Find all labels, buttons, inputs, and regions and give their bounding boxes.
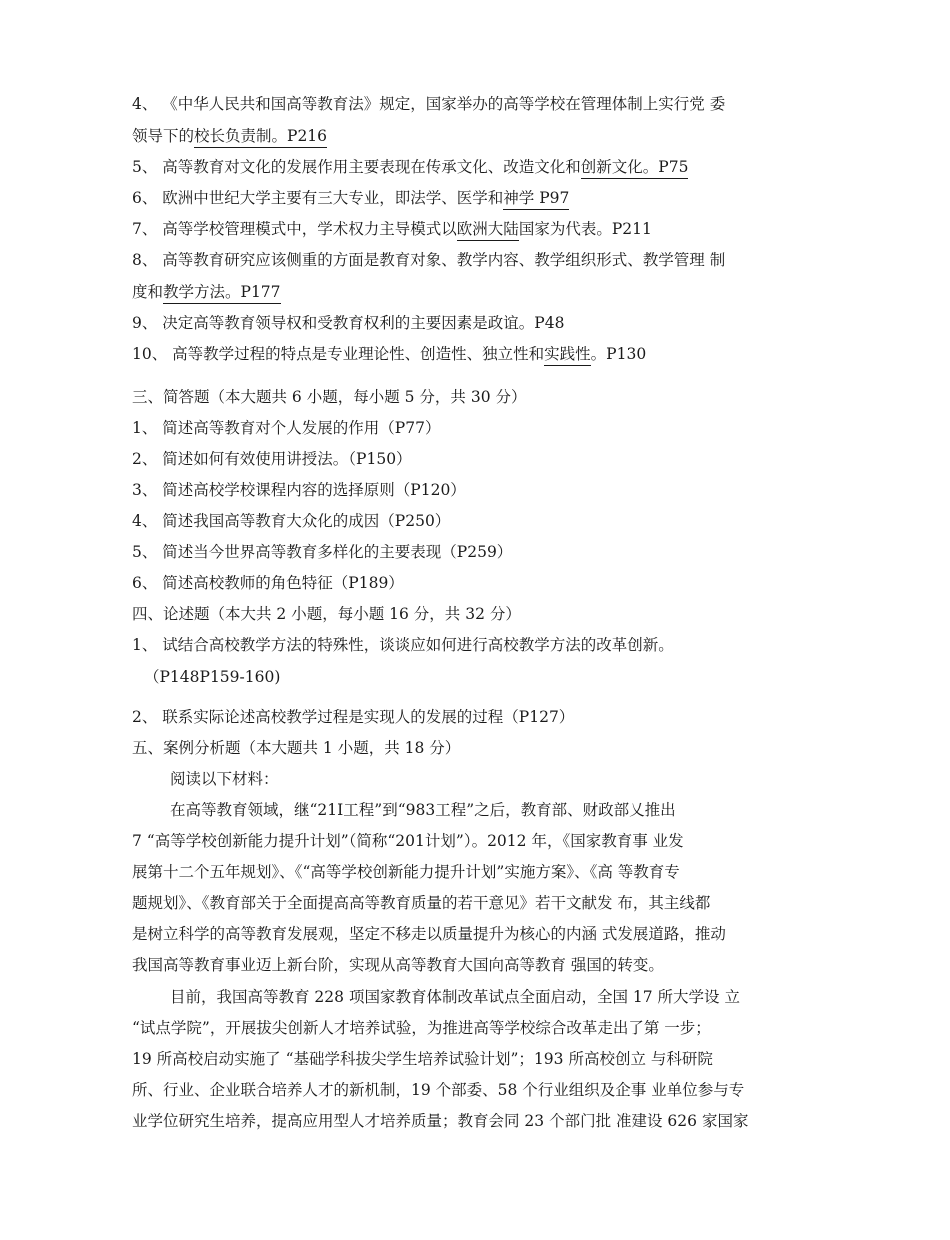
q8-answer: 教学方法。P177	[163, 283, 281, 304]
q7-prefix: 7、 高等学校管理模式中，学术权力主导模式以	[132, 220, 457, 238]
section4-item2: 2、 联系实际论述高校教学过程是实现人的发展的过程（P127）	[132, 708, 575, 726]
q4-line1: 4、 《中华人民共和国高等教育法》规定，国家举办的高等学校在管理体制上实行党 委	[132, 95, 726, 113]
q7-answer: 欧洲大陆	[457, 220, 519, 241]
section4-item1-pages: （P148P159-160)	[144, 668, 281, 686]
q10-answer: 实践性	[544, 345, 591, 366]
q10-suffix: 。P130	[590, 345, 647, 363]
q5-answer: 创新文化。P75	[581, 158, 689, 179]
q4-answer: 校长负责制。P216	[194, 127, 327, 148]
para2-line: “试点学院”，开展拔尖创新人才培养试验，为推进高等学校综合改革走出了第 一步；	[132, 1019, 711, 1037]
q9-line: 9、 决定高等教育领导权和受教育权利的主要因素是政谊。P48	[132, 314, 565, 332]
section3-item: 1、 简述高等教育对个人发展的作用（P77）	[132, 419, 441, 437]
section3-item: 5、 简述当今世界高等教育多样化的主要表现（P259）	[132, 543, 513, 561]
section3-title: 三、简答题（本大题共 6 小题，每小题 5 分，共 30 分）	[132, 388, 527, 406]
para2-line: 业学位研究生培养，提高应用型人才培养质量；教育会同 23 个部门批 准建设 626 家国家	[132, 1112, 749, 1130]
q5-line	[132, 157, 688, 177]
section5-intro: 阅读以下材料：	[170, 770, 279, 788]
q6-answer: 神学 P97	[503, 189, 569, 210]
section3-item: 6、 简述高校教师的角色特征（P189）	[132, 574, 404, 592]
section4-item1: 1、 试结合高校教学方法的特殊性，谈谈应如何进行高校教学方法的改革创新。	[132, 636, 674, 654]
para1-line: 题规划》、《教育部关于全面提高高等教育质量的若干意见》若干文献发 布，其主线都	[132, 894, 711, 912]
para1-line: 在高等教育领域，继“21I工程”到“983工程”之后，教育部、财政部乂推出	[170, 801, 676, 819]
para1-line: 7 “高等学校创新能力提升计划”（简称“201计划”）。2012 年，《国家教育事 业发	[132, 832, 684, 850]
section4-title: 四、论述题（本大共 2 小题，每小题 16 分，共 32 分）	[132, 605, 521, 623]
q4-prefix: 领导下的	[132, 127, 195, 145]
q7-line	[132, 219, 652, 239]
section3-item: 3、 简述高校学校课程内容的选择原则（P120）	[132, 481, 466, 499]
q8-line2	[132, 282, 281, 302]
para2-line: 19 所高校启动实施了 “基础学科拔尖学生培养试验计划”；193 所高校创立 与科研院	[132, 1050, 713, 1068]
para1-line: 我国高等教育事业迈上新台阶，实现从高等教育大国向高等教育 强国的转变。	[132, 956, 664, 974]
q10-prefix: 10、 高等教学过程的特点是专业理论性、创造性、独立性和	[132, 345, 545, 363]
para1-line: 展第十二个五年规划》、《“高等学校创新能力提升计划”实施方案》、《高 等教育专	[132, 863, 680, 881]
q8-line1: 8、 高等教育研究应该侧重的方面是教育对象、教学内容、教学组织形式、教学管理 制	[132, 251, 726, 269]
section3-item: 4、 简述我国高等教育大众化的成因（P250）	[132, 512, 451, 530]
q6-line	[132, 188, 569, 208]
q8-prefix: 度和	[132, 283, 164, 301]
para1-line: 是树立科学的高等教育发展观，坚定不移走以质量提升为核心的内涵 式发展道路，推动	[132, 925, 726, 943]
q7-suffix: 国家为代表。P211	[518, 220, 652, 238]
section5-title: 五、案例分析题（本大题共 1 小题，共 18 分）	[132, 739, 461, 757]
para2-line: 所、行业、企业联合培养人才的新机制，19 个部委、58 个行业组织及企事 业单位参与专	[132, 1081, 745, 1099]
q10-line	[132, 344, 646, 364]
q4-line2	[132, 126, 327, 146]
section3-item: 2、 简述如何有效使用讲授法。（P150）	[132, 450, 412, 468]
para2-line: 目前，我国高等教育 228 项国家教育体制改革试点全面启动，全国 17 所大学设 立	[170, 988, 740, 1006]
q5-prefix: 5、 高等教育对文化的发展作用主要表现在传承文化、改造文化和	[132, 158, 581, 176]
q6-prefix: 6、 欧洲中世纪大学主要有三大专业，即法学、医学和	[132, 189, 504, 207]
